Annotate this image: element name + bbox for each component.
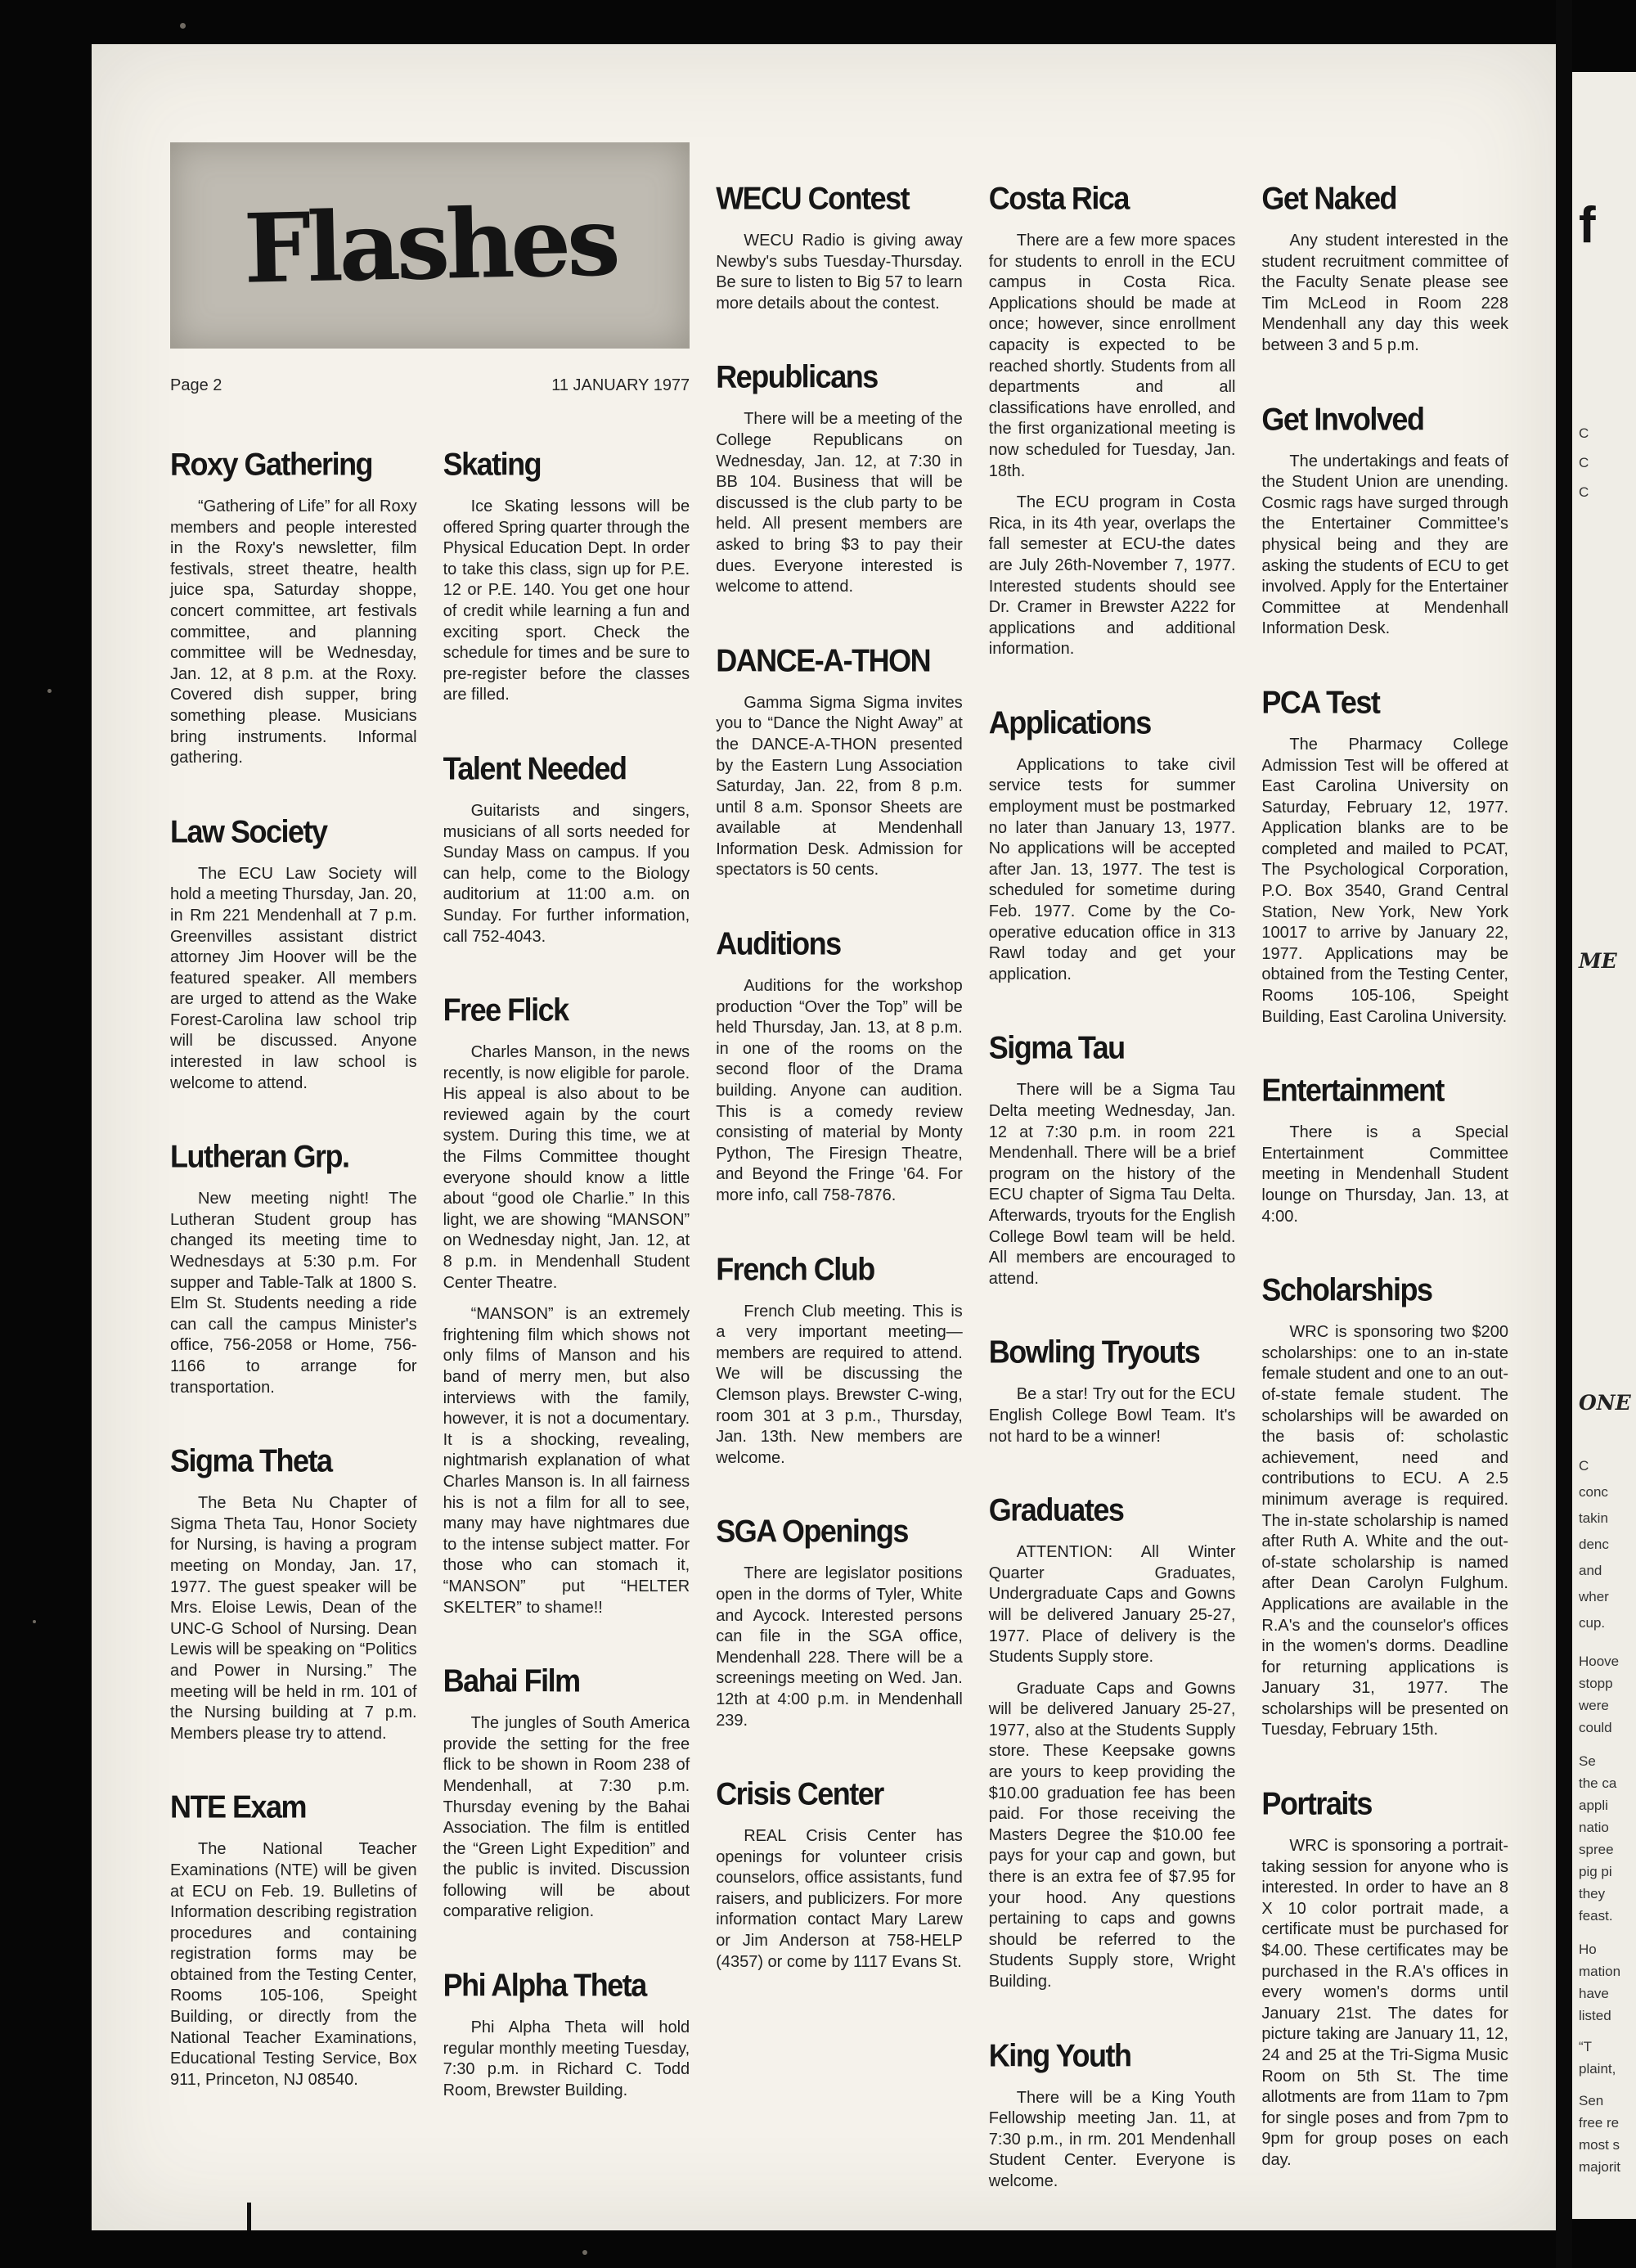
dust-speck [582, 2250, 587, 2255]
article-paragraph: REAL Crisis Center has openings for volunteer crisis counselors, office assistants, fund raisers, and publicizers. For more information contact Mary Larew or Jim Anderson at 758-HELP (4357) or come by 1117 Evans St. [716, 1827, 963, 1971]
article-headline: Scholarships [1261, 1271, 1432, 1308]
article-paragraph: There are a few more spaces for students to enroll in the ECU campus in Costa Rica. Applications should be made at once; however, since enrollment capacity is expected to be reached shortly. Students from all departments and all classifications have enrolled, and the first organizational meeting is now scheduled for Tuesday, Jan. 18th. [988, 232, 1236, 480]
article-paragraph: The ECU Law Society will hold a meeting Thursday, Jan. 20, in Rm 221 Mendenhall at 7 p.m. Greenvilles assistant district attorney Jim Hoover will be the featured speaker. All members are urged to attend as the Wake Forest-Carolina law school trip will be discussed. Anyone interested in law school is welcome to attend. [170, 864, 417, 1092]
edge-text-fragment: most s [1579, 2137, 1620, 2153]
article-paragraph: Guitarists and singers, musicians of all sorts needed for Sunday Mass on campus. If you can help, come to the Biology auditorium at 11:00 a.m. on Sunday. For further information, call 752-4043. [443, 801, 690, 946]
article-paragraph: The ECU program in Costa Rica, in its 4th year, overlaps the fall semester at ECU-the dates are July 26th-November 7, 1977. Interested students should see Dr. Cramer in Brewster A222 for applications and additional information. [988, 493, 1236, 659]
edge-text-fragment: wher [1579, 1589, 1609, 1604]
news-article [1261, 1072, 1508, 1227]
article-paragraph: Graduate Caps and Gowns will be delivered January 25-27, 1977, also at the Students Supply store. These Keepsake gowns are yours to keep providing the $10.00 graduation fee has been paid. For those receiving the Masters Degree the $10.00 fee pays for your cap and gown, but there is an extra fee of $7.95 for your hood. Any questions pertaining to caps and gowns should be referred to the Students Supply store, Wright Building. [988, 1679, 1236, 1991]
edge-text-fragment: Ho [1579, 1942, 1597, 1957]
article-paragraph: ATTENTION: All Winter Quarter Graduates, Undergraduate Caps and Gowns will be delivered January 25-27, 1977. Place of delivery is the Students Supply store. [988, 1543, 1236, 1667]
article-paragraph: The jungles of South America provide the setting for the free flick to be shown in Room 238 of Mendenhall, at 7:30 p.m. Thursday evening by the Bahai Association. The film is entitled the “Green Light Expedition” and the public is invited. Discussion following will be about comparative religion. [443, 1714, 690, 1921]
masthead-title: Flashes [242, 186, 618, 305]
news-article [1261, 684, 1508, 1028]
edge-text-fragment: pig pi [1579, 1864, 1612, 1879]
article-headline: Lutheran Grp. [170, 1138, 349, 1175]
article-paragraph: WECU Radio is giving away Newby's subs Tuesday-Thursday. Be sure to listen to Big 57 to learn more details about the contest. [716, 232, 963, 313]
news-article [170, 813, 417, 1095]
article-headline: Portraits [1261, 1785, 1372, 1822]
news-article [170, 1442, 417, 1744]
masthead-logo-box [170, 142, 690, 349]
edge-text-fragment: f [1579, 197, 1594, 254]
edge-text-fragment: Sen [1579, 2093, 1604, 2108]
edge-text-fragment: they [1579, 1886, 1606, 1901]
news-article [1261, 180, 1508, 357]
article-paragraph: The National Teacher Examinations (NTE) will be given at ECU on Feb. 19. Bulletins of Information describing registration procedures and containing registration forms may be obtained from the Testing Center, Rooms 105-106, Speight Building, or directly from the National Teacher Examinations, Educational Testing Service, Box 911, Princeton, NJ 08540. [170, 1840, 417, 2089]
news-article [1261, 401, 1508, 640]
folio-line [170, 376, 690, 395]
edge-text-fragment: C [1579, 484, 1589, 500]
edge-text-fragment: “T [1579, 2039, 1593, 2054]
edge-text-fragment: free re [1579, 2115, 1620, 2131]
news-article [1261, 1785, 1508, 2171]
news-article [170, 446, 417, 769]
article-paragraph: There will be a Sigma Tau Delta meeting Wednesday, Jan. 12 at 7:30 p.m. in room 221 Mendenhall. There will be a brief program on the history of the ECU chapter of Sigma Tau Delta. Afterwards, tryouts for the English College Bowl team will be held. All members are encouraged to attend. [988, 1081, 1236, 1288]
article-headline: Crisis Center [716, 1775, 883, 1812]
edge-text-fragment: plaint, [1579, 2061, 1616, 2077]
article-paragraph: Be a star! Try out for the ECU English College Bowl Team. It's not hard to be a winner! [988, 1385, 1236, 1446]
dust-speck [47, 689, 52, 693]
article-headline: Republicans [716, 358, 878, 395]
edge-text-fragment: stopp [1579, 1676, 1613, 1691]
article-headline: Applications [988, 704, 1151, 741]
article-headline: Phi Alpha Theta [443, 1967, 646, 2004]
article-headline: NTE Exam [170, 1789, 307, 1825]
news-article [170, 1138, 417, 1398]
news-article [989, 1334, 1236, 1447]
article-headline: Sigma Theta [170, 1442, 332, 1479]
edge-text-fragment: mation [1579, 1964, 1621, 1979]
article-headline: Roxy Gathering [170, 446, 373, 483]
edge-text-fragment: C [1579, 1458, 1589, 1474]
article-headline: Costa Rica [988, 180, 1129, 217]
news-article [443, 1967, 690, 2101]
news-article [716, 642, 963, 881]
edge-text-fragment: feast. [1579, 1908, 1613, 1924]
edge-text-fragment: majorit [1579, 2159, 1621, 2175]
news-article [443, 1663, 690, 1923]
edge-text-fragment: denc [1579, 1537, 1609, 1552]
page-number: Page 2 [170, 376, 222, 394]
article-paragraph: Auditions for the workshop production “Over the Top” will be held Thursday, Jan. 13, at 8 p.m. in one of the rooms on the second floor of the Drama building. Anyone can audition. This is a comedy review consisting of material by Monty Python, The Firesign Theatre, and Beyond the Fringe '64. For more info, call 758-7876. [716, 977, 963, 1204]
newspaper-page [92, 44, 1556, 2230]
edge-text-fragment: C [1579, 425, 1589, 441]
edge-text-fragment: spree [1579, 1842, 1614, 1857]
edge-text-fragment: ME [1579, 949, 1617, 973]
article-headline: French Club [716, 1250, 874, 1287]
article-paragraph: The Beta Nu Chapter of Sigma Theta Tau, Honor Society for Nursing, is having a program meeting on Monday, Jan. 17, 1977. The guest speaker will be Mrs. Eloise Lewis, Dean of the UNC-G School of Nursing. Dean Lewis will be speaking on “Politics and Power in Nursing.” The meeting will be held in rm. 101 of the Nursing building at 7 p.m. Members please try to attend. [170, 1494, 417, 1743]
article-headline: Free Flick [443, 992, 569, 1028]
page-gutter-line [1556, 0, 1572, 2268]
article-headline: Bowling Tryouts [988, 1334, 1200, 1370]
edge-text-fragment: takin [1579, 1510, 1608, 1526]
news-article [989, 1492, 1236, 1992]
news-column-1 [170, 446, 417, 2203]
masthead-block [170, 83, 690, 446]
news-article [989, 2037, 1236, 2193]
edge-text-fragment: the ca [1579, 1775, 1617, 1791]
news-article [443, 446, 690, 706]
edge-text-fragment: C [1579, 455, 1589, 470]
edge-text-fragment: Se [1579, 1753, 1596, 1769]
edge-text-fragment: conc [1579, 1484, 1608, 1500]
article-paragraph: There will be a King Youth Fellowship meeting Jan. 11, at 7:30 p.m., in rm. 201 Mendenhall Student Center. Everyone is welcome. [988, 2088, 1236, 2190]
edge-text-fragment: appli [1579, 1798, 1608, 1813]
article-paragraph: New meeting night! The Lutheran Student group has changed its meeting time to Wednesdays at 5:30 p.m. For supper and Table-Talk at 1800 S. Elm St. Students needing a ride can call the campus Minister's office, 756-2058 or Home, 756-1166 to arrange for transportation. [170, 1190, 417, 1397]
edge-text-fragment: could [1579, 1720, 1612, 1735]
article-headline: Entertainment [1261, 1072, 1444, 1109]
article-paragraph: “Gathering of Life” for all Roxy members and people interested in the Roxy's newsletter, film festivals, street theatre, health juice spa, Saturday shoppe, concert committee, art festivals committee, and planning committee will be Wednesday, Jan. 12, at 8 p.m. at the Roxy. Covered dish supper, bring something please. Musicians bring instruments. Informal gathering. [170, 497, 417, 767]
news-article [716, 925, 963, 1207]
article-headline: Get Involved [1261, 400, 1424, 437]
article-headline: King Youth [988, 2036, 1131, 2073]
dust-speck [180, 23, 186, 29]
news-article [170, 1789, 417, 2090]
news-article [443, 992, 690, 1618]
article-headline: Sigma Tau [988, 1029, 1125, 1066]
article-paragraph: Phi Alpha Theta will hold regular monthly meeting Tuesday, 7:30 p.m. in Richard C. Todd Room, Brewster Building. [443, 2018, 690, 2099]
news-column-4 [989, 83, 1236, 2203]
news-column-3 [716, 83, 963, 2203]
edge-text-fragment: ONE [1579, 1391, 1631, 1415]
article-headline: Auditions [716, 925, 841, 962]
news-article [716, 180, 963, 314]
edge-text-fragment: have [1579, 1986, 1609, 2001]
article-headline: DANCE-A-THON [716, 641, 931, 678]
article-paragraph: “MANSON” is an extremely frightening film which shows not only films of Manson and his band of merry men, but also interviews with the family, however, it is not a documentary. It is a shocking, revealing, nightmarish explanation of what Charles Manson is. In all fairness his is not a film for all to see, many may have nightmares due to the intense subject matter. For those who can stomach it, “MANSON” put “HELTER SKELTER” to shame!! [443, 1305, 690, 1617]
article-paragraph: There are legislator positions open in the dorms of Tyler, White and Aycock. Interested persons can file in the SGA office, Mendenhall 228. There will be a screenings meeting on Wed. Jan. 12th at 4:00 p.m. in Mendenhall 239. [716, 1564, 963, 1730]
article-headline: Get Naked [1261, 180, 1396, 217]
article-headline: Bahai Film [443, 1663, 580, 1699]
article-paragraph: Gamma Sigma Sigma invites you to “Dance the Night Away” at the DANCE-A-THON presented by the Eastern Lung Association Saturday, Jan. 22, from 8 p.m. until 8 a.m. Sponsor Sheets are available at Mendenhall Information Desk. Admission for spectators is 50 cents. [716, 693, 963, 880]
article-paragraph: There is a Special Entertainment Committee meeting in Mendenhall Student lounge on Thursday, Jan. 13, at 4:00. [1261, 1123, 1508, 1226]
page-grid [170, 83, 1508, 2203]
news-article [716, 358, 963, 597]
article-paragraph: The undertakings and feats of the Student Union are unending. Cosmic rags have surged through the Entertainer Committee's physical being and they are asking the students of ECU to get involved. Apply for the Entertainer Committee at Mendenhall Information Desk. [1261, 452, 1508, 638]
news-column-5 [1261, 83, 1508, 2203]
registration-tick [247, 2203, 251, 2230]
article-headline: WECU Contest [716, 180, 910, 217]
news-article [989, 704, 1236, 986]
article-headline: Skating [443, 446, 542, 483]
edge-text-fragment: natio [1579, 1820, 1609, 1835]
edge-text-fragment: were [1579, 1698, 1609, 1713]
article-paragraph: French Club meeting. This is a very important meeting—members are required to attend. We will be discussing the Clemson plays. Brewster C-wing, room 301 at 3 p.m., Thursday, Jan. 13th. New members are welcome. [716, 1302, 963, 1467]
news-article [1261, 1271, 1508, 1741]
article-paragraph: WRC is sponsoring a portrait-taking session for anyone who is interested. In order to have an 8 X 10 color portrait made, a certificate must be purchased for $4.00. These certificates may be purchased in the R.A's offices in every women's dorms until January 21st. The dates for picture taking are January 11, 12, 24 and 25 at the Tri-Sigma Music Room on 5th St. The time allotments are from 11am to 7pm for single poses and from 7pm to 9pm for group poses on each day. [1261, 1837, 1508, 2169]
article-paragraph: There will be a meeting of the College Republicans on Wednesday, Jan. 12, at 7:30 in BB 104. Business that will be discussed is the club party to be held. All present members are asked to bring $3 to pay their dues. Everyone interested is welcome to attend. [716, 410, 963, 596]
news-article [989, 1029, 1236, 1289]
edge-text-fragment: and [1579, 1563, 1602, 1578]
article-headline: Graduates [988, 1492, 1124, 1528]
article-paragraph: Ice Skating lessons will be offered Spring quarter through the Physical Education Dept. In order to take this class, sign up for P.E. 12 or P.E. 140. You get one hour of credit while learning a fun and exciting sport. Check the schedule for times and be sure to pre-register before the classes are filled. [443, 497, 690, 704]
article-paragraph: Applications to take civil service tests for summer employment must be postmarked no later than January 13, 1977. No applications will be accepted after Jan. 13, 1977. The test is scheduled for sometime during Feb. 1977. Come by the Co-operative education office in 313 Rawl today and get your application. [988, 755, 1236, 983]
news-article [716, 1251, 963, 1469]
article-headline: Talent Needed [443, 749, 627, 787]
edge-text-fragment: listed [1579, 2008, 1611, 2023]
article-paragraph: Charles Manson, in the news recently, is now eligible for parole. His appeal is also about to be reviewed again by the court system. During this time, we at the Films Committee thought everyone should know a little about “good ole Charlie.” In this light, we are showing “MANSON” on Wednesday night, Jan. 12, at 8 p.m. in Mendenhall Student Center Theatre. [443, 1043, 690, 1292]
news-article [989, 180, 1236, 660]
news-article [716, 1775, 963, 1973]
article-headline: SGA Openings [716, 1513, 908, 1550]
article-headline: PCA Test [1261, 683, 1380, 721]
issue-date: 11 JANUARY 1977 [551, 376, 690, 394]
article-paragraph: The Pharmacy College Admission Test will be offered at East Carolina University on Saturday, February 12, 1977. Application blanks are to be completed and mailed to PCAT, The Psychological Corporation, P.O. Box 3540, Grand Central Station, New York, New York 10017 to arrive by January 22, 1977. Applications may be obtained from the Testing Center, Rooms 105-106, Speight Building, East Carolina University. [1261, 735, 1508, 1026]
adjacent-page-edge [1572, 72, 1636, 2219]
news-article [716, 1513, 963, 1731]
dust-speck [33, 1620, 36, 1623]
news-article [443, 750, 690, 947]
article-paragraph: WRC is sponsoring two $200 scholarships: one to an in-state female student and one to an out-of-state female student. The scholarships will be awarded on the basis of: scholastic achievement, need and contributions to ECU. A 2.5 minimum average is required. The in-state scholarship is named after Ruth A. White and the out-of-state scholarship is named after Dean Carolyn Fulghum. Applications are available in the R.A's and the counselor's offices in the women's dorms. Deadline for returning applications is January 31, 1977. The scholarships will be presented on Tuesday, February 15th. [1261, 1323, 1508, 1739]
article-paragraph: Any student interested in the student recruitment committee of the Faculty Senate please see Tim McLeod in Room 228 Mendenhall any day this week between 3 and 5 p.m. [1261, 232, 1508, 354]
edge-text-fragment: cup. [1579, 1615, 1606, 1631]
edge-text-fragment: Hoove [1579, 1654, 1620, 1669]
article-headline: Law Society [170, 812, 327, 849]
news-column-2 [443, 446, 690, 2203]
